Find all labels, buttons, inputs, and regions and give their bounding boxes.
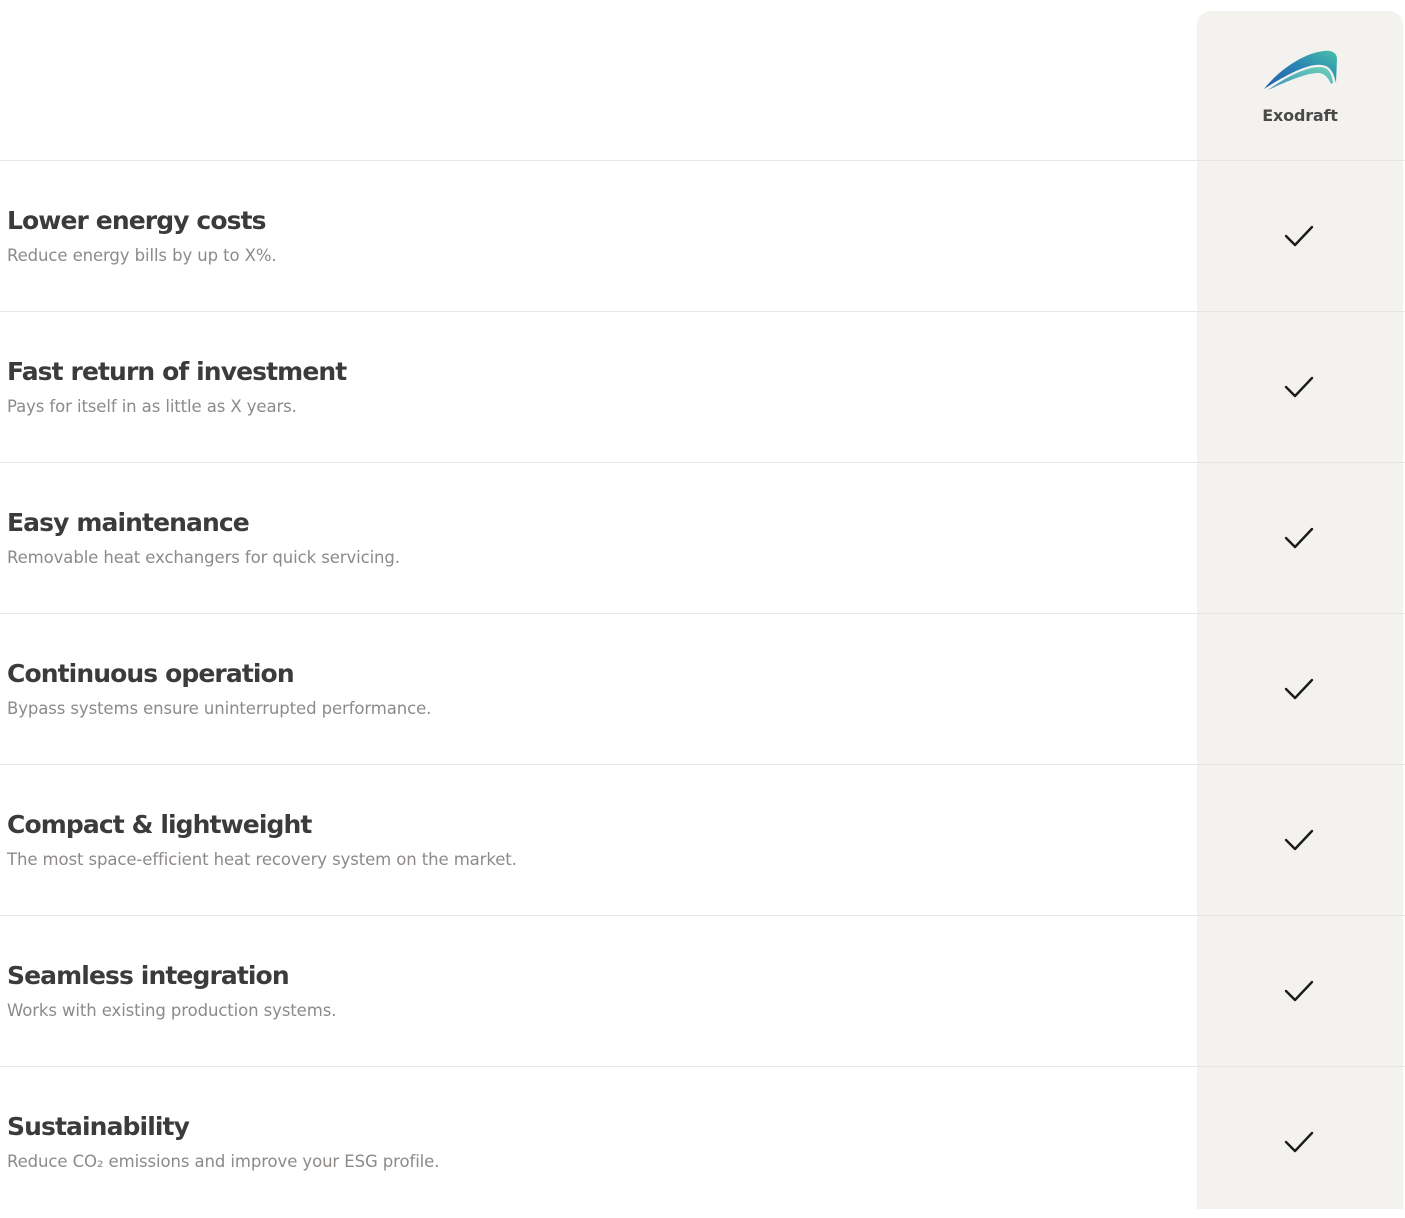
checkmark-icon [1283,978,1315,1004]
checkmark-icon [1283,827,1315,853]
feature-description: Works with existing production systems. [7,1001,337,1020]
feature-title: Seamless integration [7,961,289,990]
feature-description: Removable heat exchangers for quick servicing. [7,548,400,567]
feature-description: The most space-efficient heat recovery system on the market. [7,850,517,869]
feature-row [0,312,1405,463]
checkmark-icon [1283,1129,1315,1155]
feature-row [0,161,1405,312]
brand-name: Exodraft [1262,106,1338,125]
feature-title: Easy maintenance [7,508,249,537]
feature-row [0,1067,1405,1218]
feature-title: Lower energy costs [7,206,266,235]
comparison-header [0,0,1405,161]
brand-column-header [1197,11,1403,161]
feature-list [0,161,1405,1218]
feature-title: Continuous operation [7,659,294,688]
feature-description: Reduce CO₂ emissions and improve your ESG profile. [7,1152,440,1171]
checkmark-icon [1283,374,1315,400]
feature-title: Compact & lightweight [7,810,312,839]
feature-row [0,765,1405,916]
exodraft-logo-icon [1262,47,1338,92]
feature-title: Sustainability [7,1112,189,1141]
feature-description: Pays for itself in as little as X years. [7,397,297,416]
feature-row [0,916,1405,1067]
checkmark-icon [1283,676,1315,702]
checkmark-icon [1283,223,1315,249]
feature-description: Reduce energy bills by up to X%. [7,246,277,265]
checkmark-icon [1283,525,1315,551]
feature-title: Fast return of investment [7,357,347,386]
feature-row [0,463,1405,614]
feature-description: Bypass systems ensure uninterrupted performance. [7,699,432,718]
feature-row [0,614,1405,765]
